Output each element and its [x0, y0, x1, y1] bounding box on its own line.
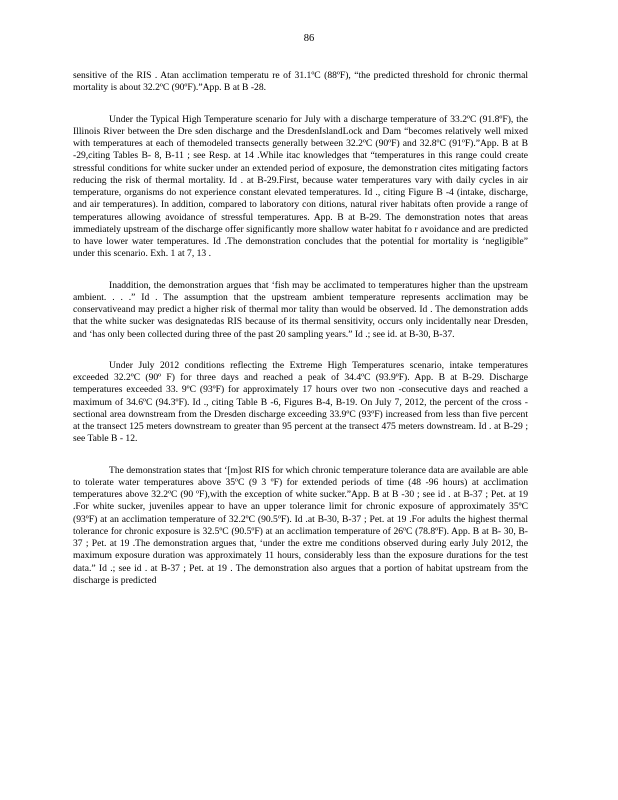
paragraph-typical-high-temperature: Under the Typical High Temperature scenario for July with a discharge temperature of 33.2ºC (91.8ºF), the Illinois River between the Dre sden discharge and the DresdenIslandLock and Dam “becomes relatively well mixed with temperatures at each of themodeled transects generally between 32.2ºC (90ºF) and 32.8ºC (91ºF).”App. B at B -29,citing Tables B- 8, B-11 ; see Resp. at 14 .While itac knowledges that “temperatures in this range could create stressful conditions for white sucker under an extended period of exposure, the demonstration cites mitigating factors reducing the risk of thermal mortality. Id . at B-29.First, because water temperatures vary with daily cycles in air temperature, organisms do not experience constant elevated temperatures. Id ., citing Figure B -4 (intake, discharge, and air temperatures). In addition, compared to laboratory con ditions, natural river habitats often provide a range of temperatures allowing avoidance of stressful temperatures. App. B at B-29. The demonstration notes that areas immediately upstream of the discharge offer significantly more shallow water habitat fo r avoidance and are predicted to have lower water temperatures. Id .The demonstration concludes that the potential for mortality is ‘negligible” under this scenario. Exh. 1 at 7, 13 .: [73, 113, 528, 260]
paragraph-continuation: sensitive of the RIS . Atan acclimation temperatu re of 31.1ºC (88ºF), “the predicted threshold for chronic thermal mortality is about 32.2ºC (90ºF).”App. B at B -28.: [73, 70, 528, 94]
page-number: 86: [303, 33, 315, 44]
document-body: [73, 70, 528, 606]
paragraph-chronic-tolerance: The demonstration states that ‘[m]ost RIS for which chronic temperature tolerance data are available are able to tolerate water temperatures above 35ºC (9 3 ºF) for extended periods of time (48 -96 hours) at acclimation temperatures above 32.2ºC (90 ºF),with the exception of white sucker.”App. B at B -30 ; see id . at B-37 ; Pet. at 19 .For white sucker, juveniles appear to have an upper tolerance limit for chronic exposure of approximately 35ºC (93ºF) at an acclimation temperature of 32.2ºC (90.5ºF). Id .at B-30, B-37 ; Pet. at 19 .For adults the highest thermal tolerance for chronic exposure is 32.5ºC (90.5ºF) at an acclimation temperature of 26ºC (78.8ºF). App. B at B- 30, B-37 ; Pet. at 19 .The demonstration argues that, ‘under the extre me conditions observed during early July 2012, the maximum exposure duration was approximately 11 hours, considerably less than the exposure durations for the test data.” Id .; see id . at B-37 ; Pet. at 19 . The demonstration also argues that a portion of habitat upstream from the discharge is predicted: [73, 464, 529, 586]
paragraph-acclimation: Inaddition, the demonstration argues that ‘fish may be acclimated to temperatures higher than the upstream ambient. . . .” Id . The assumption that the upstream ambient temperature represents acclimation may be conservativeand may predict a higher risk of thermal mor tality than would be observed. Id . The demonstration adds that the white sucker was designatedas RIS because of its thermal sensitivity, occurs only incidentally near Dresden, and ‘has only been collected during three of the past 20 sampling years.” Id .; see id. at B-30, B-37.: [73, 279, 528, 340]
paragraph-july-2012-conditions: Under July 2012 conditions reflecting the Extreme High Temperatures scenario, intake temperatures exceeded 32.2ºC (90º F) for three days and reached a peak of 34.4ºC (93.9ºF). App. B at B-29. Discharge temperatures exceeded 33. 9ºC (93ºF) for approximately 17 hours over two non -consecutive days and reached a maximum of 34.6ºC (94.3ºF). Id ., citing Table B -6, Figures B-4, B-19. On July 7, 2012, the percent of the cross -sectional area downstream from the Dresden discharge exceeding 33.9ºC (93ºF) increased from less than five percent at the transect 125 meters downstream to greater than 95 percent at the transect 475 meters downstream. Id . at B-29 ; see Table B - 12.: [73, 359, 528, 445]
